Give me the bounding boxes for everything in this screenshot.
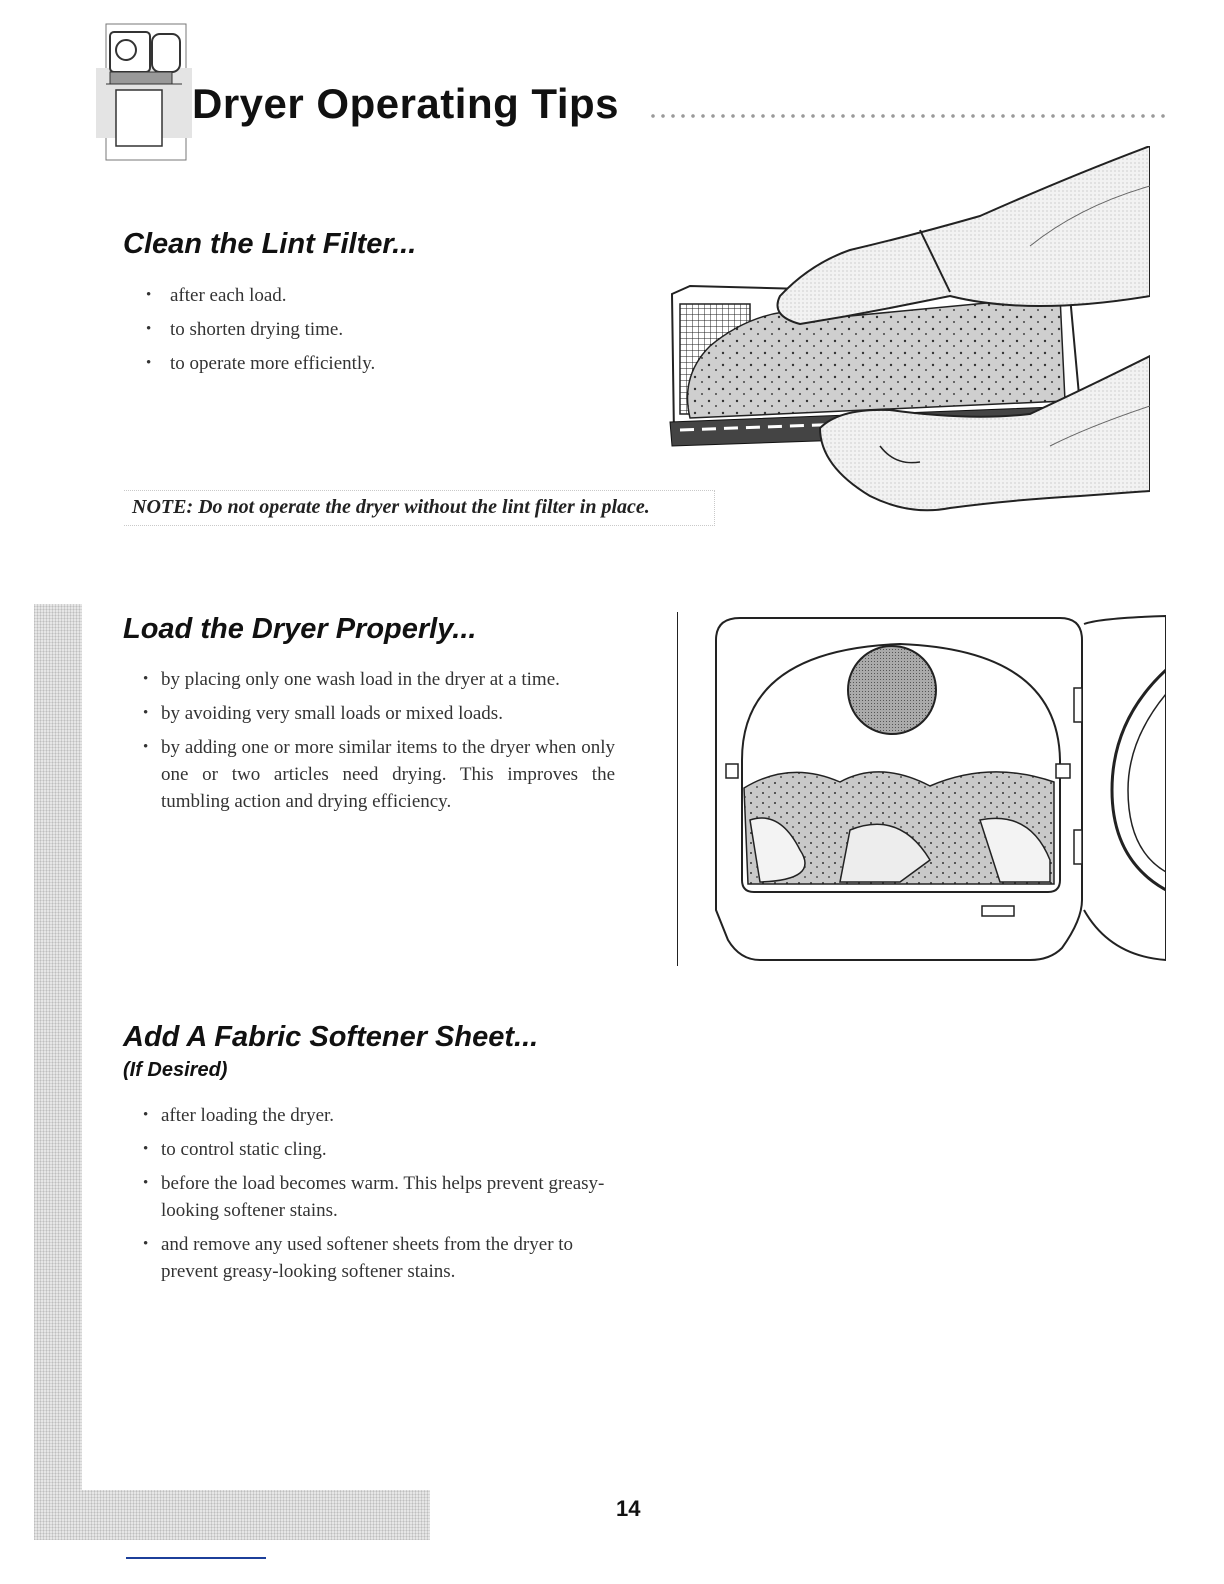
lint-section-heading: Clean the Lint Filter... (123, 228, 417, 260)
load-section-heading: Load the Dryer Properly... (123, 613, 477, 645)
softener-section-heading: Add A Fabric Softener Sheet... (123, 1021, 539, 1053)
footer-rule (126, 1557, 266, 1559)
lint-note: NOTE: Do not operate the dryer without the lint filter in place. (132, 496, 650, 518)
hands-removing-lint-filter-illustration (650, 146, 1150, 522)
list-item: • to control static cling. (143, 1136, 621, 1163)
list-item: • and remove any used softener sheets from the dryer to prevent greasy-looking softener stains. (143, 1231, 621, 1285)
left-texture-bar (34, 604, 82, 1540)
list-item: • by avoiding very small loads or mixed loads. (143, 700, 615, 727)
list-item: • after loading the dryer. (143, 1102, 621, 1129)
page-number: 14 (616, 1496, 641, 1521)
softener-section-subheading: (If Desired) (123, 1059, 228, 1081)
lint-bullet-list (136, 282, 576, 384)
list-item: • to shorten drying time. (136, 316, 576, 343)
page-title: Dryer Operating Tips (192, 80, 620, 127)
bottom-texture-bar (34, 1490, 430, 1540)
dryer-drum-with-clothes-illustration (700, 610, 1166, 970)
load-bullet-list (143, 666, 615, 822)
dryer-appliance-icon (96, 22, 192, 164)
list-item: • by adding one or more similar items to the dryer when only one or two articles need drying. This improves the tumbling action and drying efficiency. (143, 734, 615, 815)
list-item: • after each load. (136, 282, 576, 309)
softener-bullet-list (143, 1102, 621, 1292)
title-dotted-leader (648, 112, 1170, 120)
column-divider (677, 612, 678, 966)
list-item: • to operate more efficiently. (136, 350, 576, 377)
list-item: • by placing only one wash load in the dryer at a time. (143, 666, 615, 693)
list-item: • before the load becomes warm. This helps prevent greasy-looking softener stains. (143, 1170, 621, 1224)
